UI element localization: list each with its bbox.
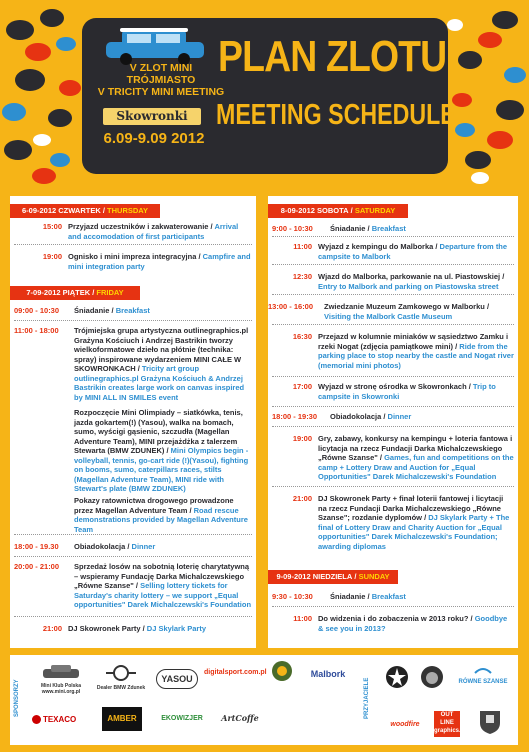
item-text-pl: Pokazy ratownictwa drogowego prowadzone przez Magellan Adventure Team / [74,496,234,515]
logo-text: Dealer BMW Zdunek [96,685,146,691]
item-text-en: Breakfast [369,224,406,233]
item-text-pl: DJ Skowronek Party / [68,624,145,633]
item-text-en: Dinner [129,542,156,551]
item-text-pl: Przejazd w kolumnie miniaków w sąsiedztwo Zamku i rzeki Nogat (zdjęcia pamiątkowe mini) / [318,332,509,351]
item-text-pl: Wjazd do Malborka, parkowanie na ul. Piastowskiej / [318,272,505,281]
divider [272,294,514,295]
page-subtitle: MEETING SCHEDULE [216,99,456,131]
logo-yasou: YASOU [156,669,198,689]
friends-label: PRZYJACIELE [364,677,370,719]
item-text-en: Ride from the parking place to stop nearby the castle and Nogat river (memorial mini photos) [318,341,514,370]
item-time: 9:30 - 10:30 [272,592,313,601]
day-label-en: SUNDAY [358,572,390,581]
item-text-en: Breakfast [369,592,406,601]
texaco-star-icon [32,715,41,724]
day-label-pl: 7-09-2012 PIĄTEK [26,288,91,297]
item-text-pl: Przyjazd uczestników i zakwaterowanie / [68,222,213,231]
item-text-pl: Rozpoczęcie Mini Olimpiady – siatkówka, tenis, jazda gokartem(!) (Yasou), walka na bomach, sumo, wyścigi gąsienic, szczudła (Magellan Adventure Team), MINI przejażdżka z talerzem Stewarta (BMW ZDUNEK) / [74,408,243,455]
item-text-pl: Wyjazd z kempingu do Malborka / [318,242,438,251]
day-header-sunday: 9-09-2012 NIEDZIELA / SUNDAY [268,570,398,584]
item-time: 17:00 [292,382,312,391]
item-text-pl: Wyjazd w stronę ośrodka w Skowronkach / [318,382,471,391]
item-text-pl: Śniadanie / [74,306,114,315]
logo-texaco [30,715,78,724]
divider [272,236,514,237]
item-time: 19:00 [42,252,62,261]
header [0,0,529,192]
item-time: 11:00 - 18:00 [14,326,59,335]
item-text-en: Visiting the Malbork Castle Museum [324,311,453,321]
item-text-en: Mini Olympics begin - volleyball, tennis, go-cart ride (!)(Yasou), fighting on booms, sumo, caterpillars races, stilts (Magellan Adventure Team), MINI ride with Stewart's plate (BMW ZDUNEK) [74,446,249,493]
item-time: 09:00 - 10:30 [14,306,60,315]
divider [14,534,252,535]
item-time: 18:00 - 19:30 [272,412,318,421]
event-name-en: V TRICITY MINI MEETING [97,86,225,98]
day-header-friday: 7-09-2012 PIĄTEK / FRIDAY [10,286,140,300]
divider [272,426,514,427]
sponsors-panel [10,655,518,745]
item-text-en: Games, fun and competitions on the camp + Lottery Draw and Auction for „Equal Opportunities" Darek Michalczewski's Foundation [318,453,514,481]
event-dates: 6.09-9.09 2012 [103,130,205,147]
day-label-pl: 6-09-2012 CZWARTEK [21,206,101,215]
day-label-en: SATURDAY [354,206,396,215]
mini-wings-logo-icon [106,663,136,683]
item-time: 13:00 - 16:00 [268,302,314,311]
item-text-en: Campfire and mini integration party [68,252,251,271]
mini-car-icon [100,26,210,66]
logo-text: TEXACO [42,715,77,724]
item-text-pl: Śniadanie / [330,224,370,233]
item-text-pl: Trójmiejska grupa artystyczna outlinegraphics.pl Grażyna Kościuch i Andrzej Bastrikin tworzy wielkoformatowe dzieło na płótnie (technika: spray) inspirowane wydarzeniem MINI CAŁE W SKOWRONKACH / [74,326,249,373]
item-text-pl: Obiadokolacja / [330,412,386,421]
item-text-en: Dinner [385,412,412,421]
item-text-pl: Sprzedaż losów na sobotnią loterię charytatywną – wspieramy Fundację Darka Michalczewskiego „Równe Szanse" / [74,562,250,590]
item-time: 21:00 [42,624,62,633]
day-label-en: THURSDAY [107,206,149,215]
city-crest-icon [478,709,502,735]
mini-klub-logo-icon [41,663,81,681]
logo-bulldog [418,665,446,691]
logo-text: RÓWNE SZANSE [458,679,508,685]
logo-star [382,665,412,691]
divider [272,486,514,487]
divider [14,320,252,321]
item-text-pl: Ognisko i mini impreza integracyjna / [68,252,201,261]
sponsors-label: SPONSORZY [14,679,20,717]
divider [272,264,514,265]
item-text-en: Goodbye & see you in 2013? [318,614,508,633]
item-time: 18:00 - 19.30 [14,542,59,551]
bulldog-icon [420,665,444,689]
item-text-en: Road rescue demonstrations provided by Magellan Adventure Team [74,505,248,534]
item-text-pl: Do widzenia i do zobaczenia w 2013 roku? / [318,614,473,623]
item-text-en: DJ Skylark Party + The final of Lottery Draw and Charity Auction for „Equal opportunities" Darek Michalczewski's Foundation; awarding diplomas [318,513,510,551]
item-time: 15:00 [42,222,62,231]
schedule-right-column [268,196,518,648]
item-text-en: Departure from the campsite to Malbork [318,242,508,261]
divider [272,406,514,407]
badge-icon [269,659,295,683]
logo-text: Mini Klub Polska [40,683,81,689]
day-header-thursday: 6-09-2012 CZWARTEK / THURSDAY [10,204,160,218]
schedule-left-column [10,196,256,648]
day-label-pl: 8-09-2012 SOBOTA [280,206,349,215]
event-name [96,62,226,98]
page-title: PLAN ZLOTU [218,32,447,81]
logo-artcoffe: ArtCoffe [221,713,259,723]
day-label-pl: 9-09-2012 NIEDZIELA [276,572,353,581]
event-name-pl: V ZLOT MINI TRÓJMIASTO [126,62,196,86]
logo-woodfire: woodfire [390,721,420,728]
item-text-pl: Śniadanie / [330,592,370,601]
item-text-en: Selling lottery tickets for Saturday's charity lottery – we support „Equal opportunities" Darek Michalczewski's Foundation [74,581,252,609]
logo-amber: AMBER [102,707,142,731]
day-header-saturday: 8-09-2012 SOBOTA / SATURDAY [268,204,408,218]
rowne-szanse-icon [474,665,492,677]
item-text-en: DJ Skylark Party [144,624,206,633]
day-label-en: FRIDAY [96,288,124,297]
item-text-pl: Obiadokolacja / [74,542,130,551]
star-badge-icon [385,665,409,689]
item-time: 9:00 - 10:30 [272,224,313,233]
divider [272,376,514,377]
logo-bmw-zdunek [96,663,146,691]
logo-outline: OUT LINE graphics.pl [434,711,460,737]
item-time: 12:30 [292,272,312,281]
item-time: 19:00 [292,434,312,443]
divider [14,244,252,245]
logo-ekowizjer: EKOWIZJER [161,715,203,722]
logo-digitalsport: digitalsport.com.pl [204,669,267,676]
logo-mini-badge [268,659,296,685]
logo-malbork: Malbork [310,669,346,679]
divider [14,556,252,557]
item-time: 21:00 [292,494,312,503]
divider [272,324,514,325]
item-text-en: Trip to campsite in Skowronki [318,382,496,401]
item-text-en: Entry to Malbork and parking on Piastowska street [318,281,499,291]
item-time: 20:00 - 21:00 [14,562,60,571]
item-text-pl: Zwiedzanie Muzeum Zamkowego w Malborku / [324,302,490,311]
item-time: 16:30 [292,332,312,341]
item-text-en: Breakfast [113,306,150,315]
logo-city-crest [470,709,510,737]
item-text-pl: Gry, zabawy, konkursy na kempingu + loteria fantowa i licytacja na rzecz Fundacji Darka Michalczewskiego „Równe Szanse" / [318,434,513,462]
item-text-en: Tricity art group outlinegraphics.pl Grażyna Kościuch & Andrzej Bastrikin creates large work on canvas inspired by MINI ALL IN SMILES event [74,364,245,402]
item-time: 11:00 [293,242,312,251]
divider [14,616,252,617]
item-time: 11:00 [293,614,312,623]
item-text-pl: DJ Skowronek Party + finał loterii fantowej i licytacji na rzecz Fundacji Darka Michalczewskiego „Równe Szanse"; rozdanie dyplomów / [318,494,504,522]
logo-rowne-szanse [452,665,514,685]
divider [272,606,514,607]
item-text-en: Arrival and accomodation of first participants [68,222,239,241]
location-label: Skowronki [103,108,201,125]
logo-mini-klub [32,663,90,695]
logo-text: www.mini.org.pl [41,689,81,695]
